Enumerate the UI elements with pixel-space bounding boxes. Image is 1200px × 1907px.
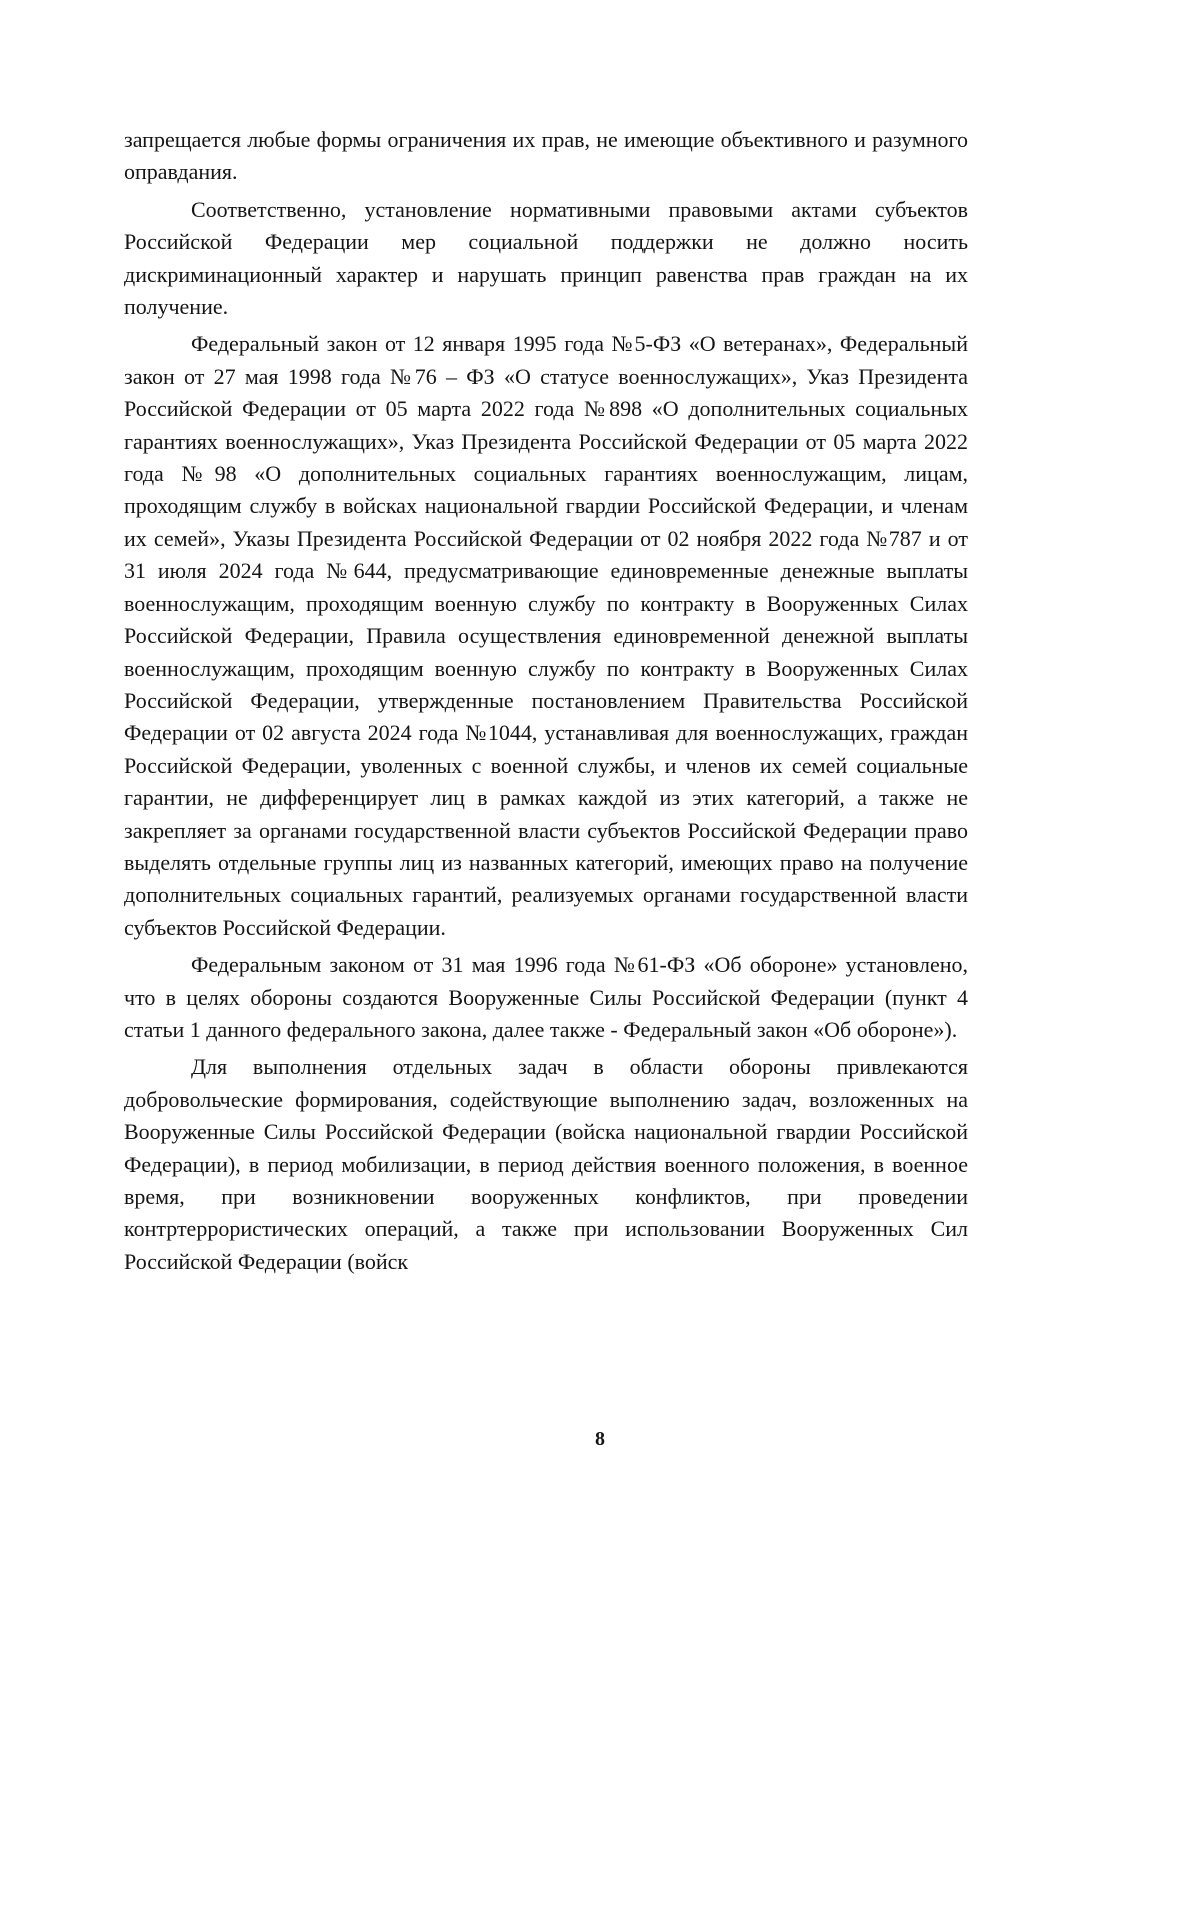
- document-body: [124, 124, 968, 1283]
- paragraph-defense-law: Федеральным законом от 31 мая 1996 года №61-ФЗ «Об обороне» установлено, что в целях обороны создаются Вооруженные Силы Российской Федерации (пункт 4 статьи 1 данного федерального закона, далее также - Федеральный закон «Об обороне»).: [124, 952, 968, 1042]
- paragraph-volunteer-formations: Для выполнения отдельных задач в области обороны привлекаются добровольческие формирования, содействующие выполнению задач, возложенных на Вооруженные Силы Российской Федерации (войска национальной гвардии Российской Федерации), в период мобилизации, в период действия военного положения, в военное время, при возникновении вооруженных конфликтов, при проведении контртеррористических операций, а также при использовании Вооруженных Сил Российской Федерации (войск: [124, 1054, 968, 1274]
- paragraph-continuation: запрещается любые формы ограничения их прав, не имеющие объективного и разумного оправдания.: [124, 127, 968, 185]
- paragraph-equal-rights: Соответственно, установление нормативными правовыми актами субъектов Российской Федерации мер социальной поддержки не должно носить дискриминационный характер и нарушать принцип равенства прав граждан на их получение.: [124, 196, 968, 320]
- page-number: 8: [595, 1428, 605, 1450]
- paragraph-federal-laws: Федеральный закон от 12 января 1995 года №5-ФЗ «О ветеранах», Федеральный закон от 27 мая 1998 года №76 – ФЗ «О статусе военнослужащих», Указ Президента Российской Федерации от 05 марта 2022 года №898 «О дополнительных социальных гарантиях военнослужащих», Указ Президента Российской Федерации от 05 марта 2022 года №98 «О дополнительных социальных гарантиях военнослужащим, лицам, проходящим службу в войсках национальной гвардии Российской Федерации, и членам их семей», Указы Президента Российской Федерации от 02 ноября 2022 года №787 и от 31 июля 2024 года №644, предусматривающие единовременные денежные выплаты военнослужащим, проходящим военную службу по контракту в Вооруженных Силах Российской Федерации, Правила осуществления единовременной денежной выплаты военнослужащим, проходящим военную службу по контракту в Вооруженных Силах Российской Федерации, утвержденные постановлением Правительства Российской Федерации от 02 августа 2024 года №1044, устанавливая для военнослужащих, граждан Российской Федерации, уволенных с военной службы, и членов их семей социальные гарантии, не дифференцирует лиц в рамках каждой из этих категорий, а также не закрепляет за органами государственной власти субъектов Российской Федерации право выделять отдельные группы лиц из названных категорий, имеющих право на получение дополнительных социальных гарантий, реализуемых органами государственной власти субъектов Российской Федерации.: [124, 331, 968, 940]
